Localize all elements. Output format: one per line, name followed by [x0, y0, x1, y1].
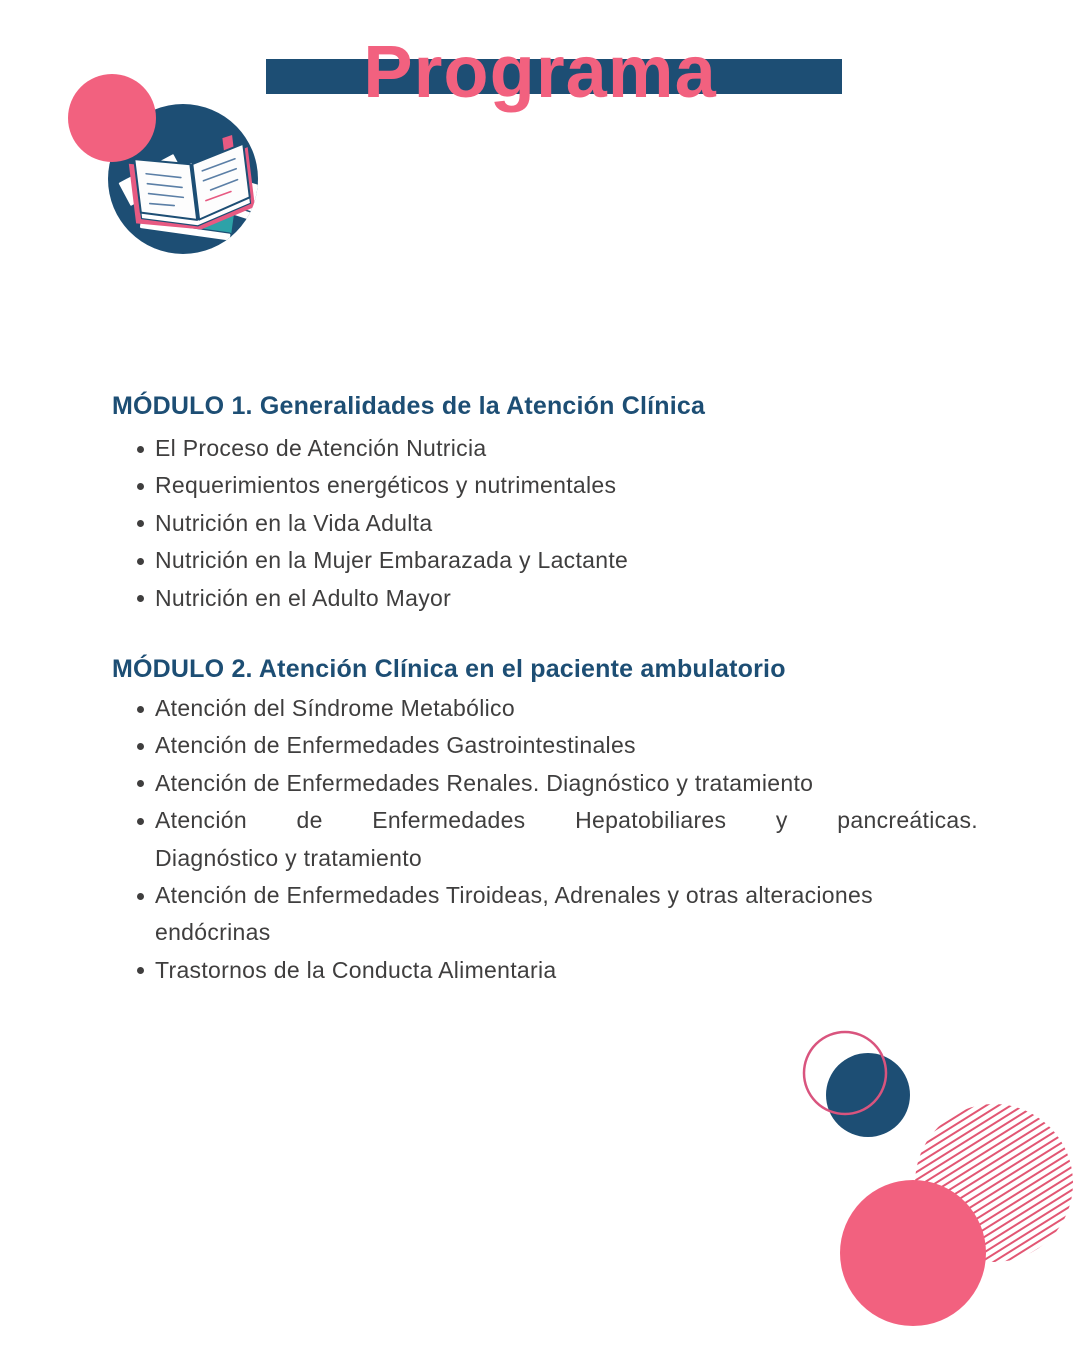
list-item-text: Diagnóstico y tratamiento [155, 844, 423, 871]
list-item [112, 505, 978, 542]
page-title: Programa [363, 30, 717, 113]
module-1-heading: MÓDULO 1. Generalidades de la Atención Clínica [112, 392, 706, 420]
program-content [112, 391, 978, 989]
list-item-text: Requerimientos energéticos y nutrimentales [155, 472, 617, 499]
list-item [112, 542, 978, 579]
module-1-topic-list [112, 430, 978, 617]
list-item-text: Nutrición en la Mujer Embarazada y Lactante [155, 547, 629, 574]
list-item-text: El Proceso de Atención Nutricia [155, 435, 487, 461]
module-2-heading: MÓDULO 2. Atención Clínica en el paciente ambulatorio [112, 655, 786, 684]
list-item-text: Atención del Síndrome Metabólico [155, 695, 515, 722]
list-item [112, 877, 978, 952]
list-item [112, 952, 978, 989]
list-item-text: Trastornos de la Conducta Alimentaria [155, 956, 557, 983]
list-item [112, 727, 978, 764]
list-item [112, 467, 978, 504]
list-item [112, 802, 978, 877]
navy-circle [826, 1053, 910, 1137]
list-item-text: Atención de Enfermedades Renales. Diagnóstico y tratamiento [155, 769, 814, 796]
list-item-text: Atención de Enfermedades Gastrointestinales [155, 732, 636, 759]
list-item-text: Atención de Enfermedades Tiroideas, Adrenales y otras alteraciones endócrinas [155, 882, 873, 946]
list-item-text: Nutrición en la Vida Adulta [155, 509, 433, 536]
list-item-text: Atención de Enfermedades Hepatobiliares y pancreáticas. [155, 807, 978, 834]
list-item-text: Nutrición en el Adulto Mayor [155, 584, 452, 611]
module-1-section [112, 391, 978, 617]
list-item [112, 765, 978, 802]
module-2-topic-list [112, 690, 978, 989]
circles-decoration [790, 1020, 1080, 1350]
list-item [112, 690, 978, 727]
module-2-section [112, 654, 978, 989]
list-item [112, 580, 978, 617]
pink-circle [840, 1180, 986, 1326]
list-item [112, 430, 978, 467]
